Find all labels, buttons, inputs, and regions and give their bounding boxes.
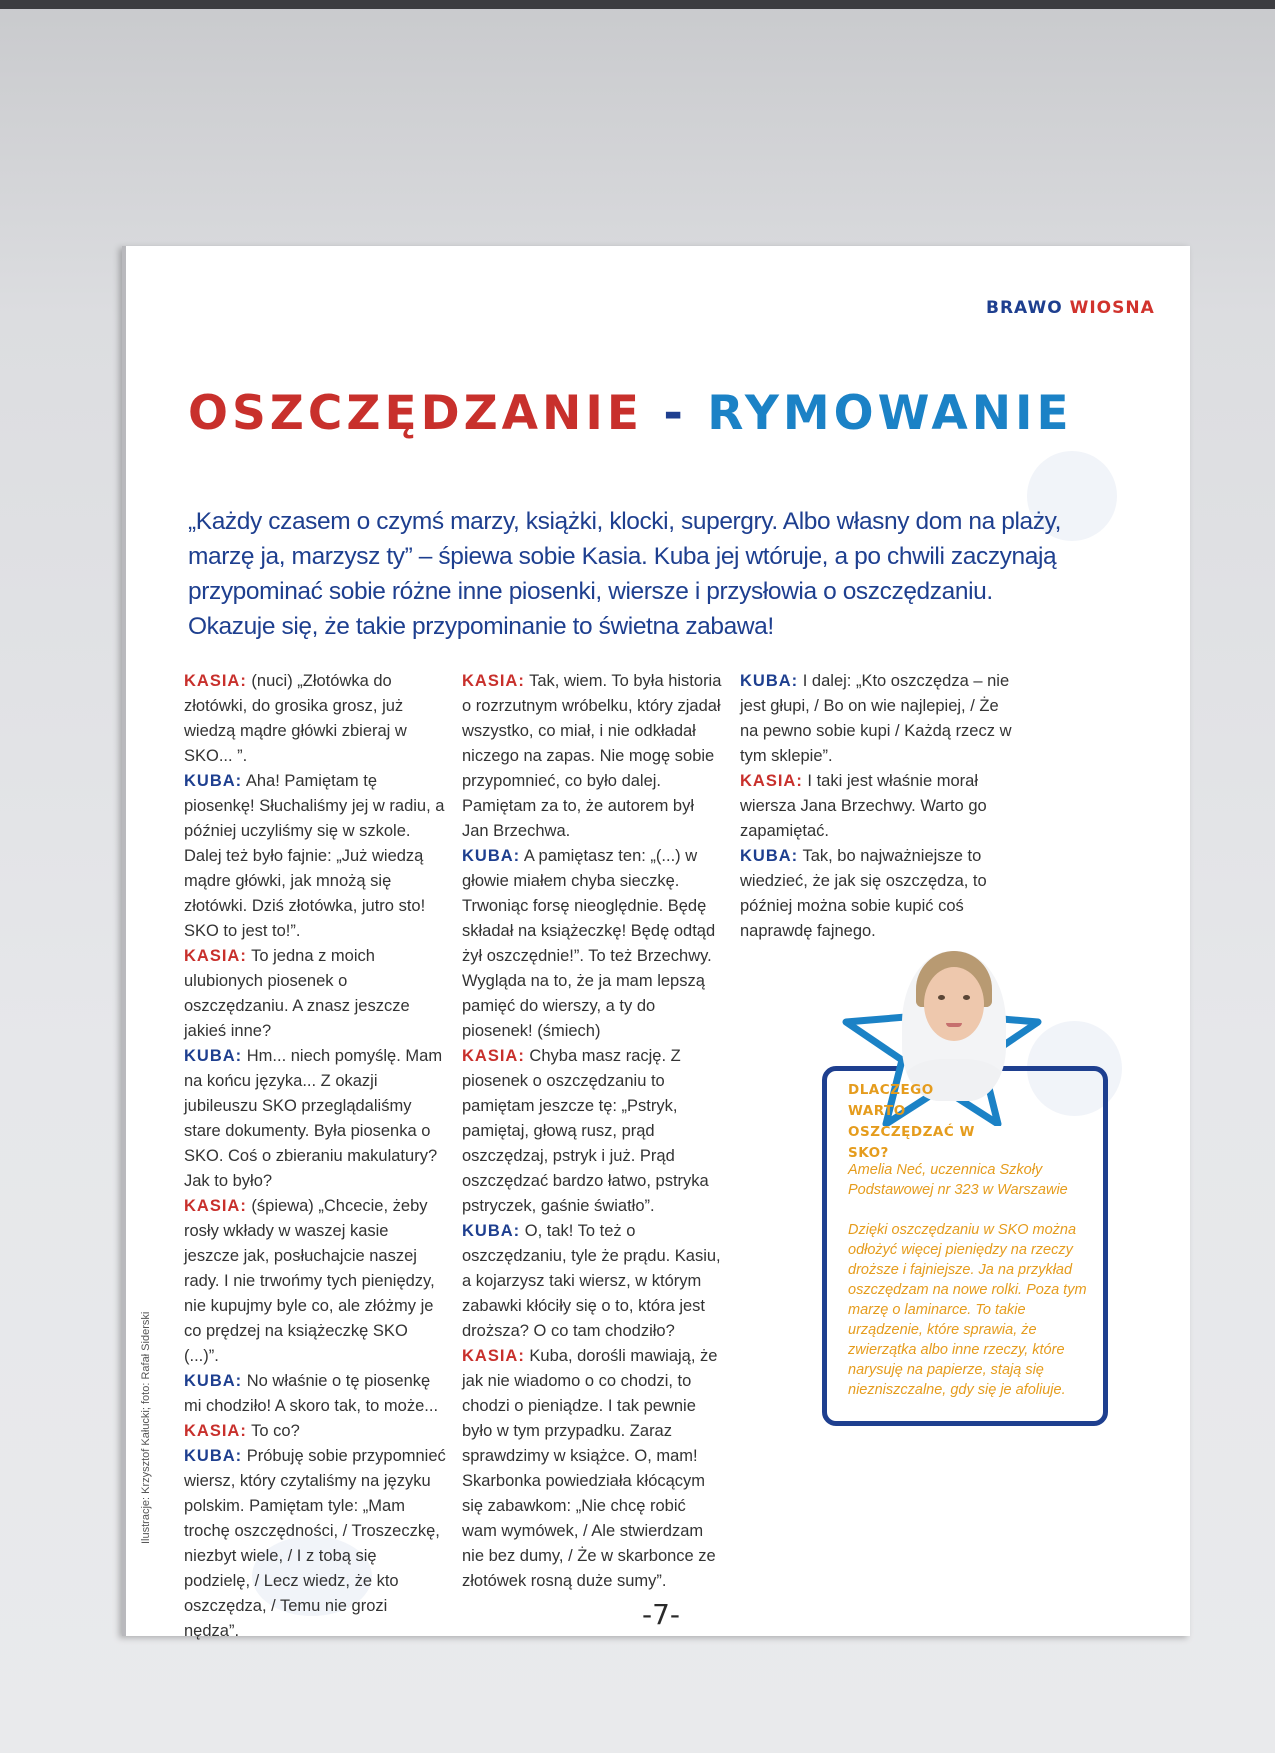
photo-face xyxy=(924,967,984,1041)
dialogue-line xyxy=(740,844,1012,944)
dialogue-line xyxy=(462,1219,724,1344)
dialogue-column-1 xyxy=(184,669,446,1644)
dialogue-line xyxy=(184,1419,446,1444)
dialogue-line xyxy=(184,769,446,944)
title-part-oszczedzanie: OSZCZĘDZANIE xyxy=(188,386,643,441)
dialogue-line xyxy=(462,1344,724,1594)
speaker-label: KASIA: xyxy=(740,772,803,790)
dialogue-text: (śpiewa) „Chcecie, żeby rosły wkłady w waszej kasie jeszcze jak, posłuchajcie naszej rady. I nie trwońmy tych pieniędzy, nie kupujmy byle co, ale złóżmy je co prędzej na książeczkę SKO (...)”. xyxy=(184,1197,435,1365)
dialogue-text: Próbuję sobie przypomnieć wiersz, który czytaliśmy na języku polskim. Pamiętam tyle: „Mam trochę oszczędności, / Troszeczkę, niezbyt wiele, / I z tobą się podzielę, / Lecz wiedz, że kto oszczędza, / Temu nie grozi nędza”. xyxy=(184,1447,446,1640)
speaker-label: KASIA: xyxy=(184,947,247,965)
speaker-label: KASIA: xyxy=(462,1347,525,1365)
dialogue-column-3 xyxy=(740,669,1012,944)
title-part-rymowanie: RYMOWANIE xyxy=(707,386,1073,441)
dialogue-line xyxy=(184,944,446,1044)
speaker-label: KASIA: xyxy=(462,1047,525,1065)
speaker-label: KUBA: xyxy=(184,1447,243,1465)
scan-top-edge xyxy=(0,0,1275,9)
dialogue-text: Kuba, dorośli mawiają, że jak nie wiadomo o co chodzi, to chodzi o pieniądze. I tak pewnie było w tym przypadku. Zaraz sprawdzimy w książce. O, mam! Skarbonka powiedziała kłócącym się zabawkom: „Nie chcę robić wam wymówek, / Ale stwierdzam nie bez dumy, / Że w skarbonce ze złotówek rosną duże sumy”. xyxy=(462,1347,718,1590)
magazine-page xyxy=(122,246,1190,1640)
dialogue-text: Aha! Pamiętam tę piosenkę! Słuchaliśmy jej w radiu, a później uczyliśmy się w szkole. Dalej też było fajnie: „Już wiedzą mądre główki, jak mnożą się złotówki. Dziś złotówka, jutro sto! SKO to jest to!”. xyxy=(184,772,445,940)
dialogue-text: (nuci) „Złotówka do złotówki, do grosika grosz, już wiedzą mądre główki zbieraj w SKO... ”. xyxy=(184,672,407,765)
article-title xyxy=(188,386,1073,441)
sidebar-question: DLACZEGO WARTO OSZCZĘDZAĆ W SKO? xyxy=(848,1082,975,1161)
speaker-label: KUBA: xyxy=(740,672,799,690)
dialogue-text: I dalej: „Kto oszczędza – nie jest głupi, / Bo on wie najlepiej, / Że na pewno sobie kupi / Każdą rzecz w tym sklepie”. xyxy=(740,672,1012,765)
dialogue-text: Hm... niech pomyślę. Mam na końcu języka... Z okazji jubileuszu SKO przeglądaliśmy stare dokumenty. Była piosenka o SKO. Coś o zbieraniu makulatury? Jak to było? xyxy=(184,1047,443,1190)
dialogue-line xyxy=(184,1044,446,1194)
dialogue-line xyxy=(740,669,1012,769)
speaker-label: KUBA: xyxy=(184,772,243,790)
dialogue-line xyxy=(184,1194,446,1369)
photo-mouth xyxy=(946,1023,962,1027)
speaker-label: KASIA: xyxy=(462,672,525,690)
speaker-label: KUBA: xyxy=(740,847,799,865)
photo-eye xyxy=(963,995,970,1000)
brand-first-word: BRAWO xyxy=(986,298,1063,318)
speaker-label: KUBA: xyxy=(184,1047,243,1065)
dialogue-text: I taki jest właśnie morał wiersza Jana Brzechwy. Warto go zapamiętać. xyxy=(740,772,987,840)
dialogue-line xyxy=(184,1444,446,1644)
dialogue-line xyxy=(740,769,1012,844)
article-intro: „Każdy czasem o czymś marzy, książki, klocki, supergry. Albo własny dom na plaży, marzę ja, marzysz ty” – śpiewa sobie Kasia. Kuba jej wtóruje, a po chwili zaczynają przypominać sobie różne inne piosenki, wiersze i przysłowia o oszczędzaniu. Okazuje się, że takie przypominanie to świetna zabawa! xyxy=(188,508,1062,640)
dialogue-line xyxy=(462,669,724,844)
speaker-label: KUBA: xyxy=(462,847,521,865)
dialogue-text: No właśnie o tę piosenkę mi chodziło! A skoro tak, to może... xyxy=(184,1372,439,1415)
page-binding-edge xyxy=(122,246,126,1636)
dialogue-text: Chyba masz rację. Z piosenek o oszczędzaniu to pamiętam jeszcze tę: „Pstryk, pamiętaj, głową rusz, prąd oszczędzaj, pstryk i już. Prąd oszczędzać bardzo łatwo, pstryka pstryczek, gaśnie światło”. xyxy=(462,1047,709,1215)
sidebar-answer: Dzięki oszczędzaniu w SKO można odłożyć więcej pieniędzy na rzeczy droższe i fajniejsze. Ja na przykład oszczędzam na nowe rolki. Poza tym marzę o laminarce. To takie urządzenie, które sprawia, że zwierzątka albo inne rzeczy, które narysuję na papierze, stają się niezniszczalne, gdy się je afoliuje. xyxy=(848,1222,1087,1398)
brand-second-word: WIOSNA xyxy=(1069,298,1155,318)
speaker-label: KASIA: xyxy=(184,1197,247,1215)
dialogue-line xyxy=(184,1369,446,1419)
dialogue-text: A pamiętasz ten: „(...) w głowie miałem chyba sieczkę. Trwoniąc forsę nieoględnie. Będę składał na książeczkę! Będę odtąd żył oszczędnie!”. To też Brzechwy. Wygląda na to, że ja mam lepszą pamięć do wierszy, a ty do piosenek! (śmiech) xyxy=(462,847,716,1040)
title-dash: - xyxy=(642,386,708,441)
illustration-credit: Ilustracje: Krzysztof Kałucki; foto: Rafał Siderski xyxy=(140,1311,152,1544)
sidebar-author: Amelia Neć, uczennica Szkoły Podstawowej nr 323 w Warszawie xyxy=(848,1162,1068,1198)
photo-eye xyxy=(938,995,945,1000)
dialogue-line xyxy=(184,669,446,769)
page-number: -7- xyxy=(642,1598,681,1631)
dialogue-text: Tak, bo najważniejsze to wiedzieć, że jak się oszczędza, to później można sobie kupić coś naprawdę fajnego. xyxy=(740,847,987,940)
speaker-label: KUBA: xyxy=(462,1222,521,1240)
dialogue-text: O, tak! To też o oszczędzaniu, tyle że prądu. Kasiu, a kojarzysz taki wiersz, w którym zabawki kłóciły się o to, która jest droższa? O co tam chodziło? xyxy=(462,1222,721,1340)
dialogue-text: Tak, wiem. To była historia o rozrzutnym wróbelku, który zjadał wszystko, co miał, i nie odkładał niczego na zapas. Nie mogę sobie przypomnieć, co było dalej. Pamiętam za to, że autorem był Jan Brzechwa. xyxy=(462,672,722,840)
speaker-label: KASIA: xyxy=(184,1422,247,1440)
dialogue-text: To jedna z moich ulubionych piosenek o oszczędzaniu. A znasz jeszcze jakieś inne? xyxy=(184,947,410,1040)
speaker-label: KASIA: xyxy=(184,672,247,690)
dialogue-line xyxy=(462,844,724,1044)
speaker-label: KUBA: xyxy=(184,1372,243,1390)
student-photo xyxy=(902,951,1006,1101)
dialogue-column-2 xyxy=(462,669,724,1594)
dialogue-line xyxy=(462,1044,724,1219)
magazine-brand xyxy=(986,298,1155,318)
dialogue-text: To co? xyxy=(246,1422,300,1440)
